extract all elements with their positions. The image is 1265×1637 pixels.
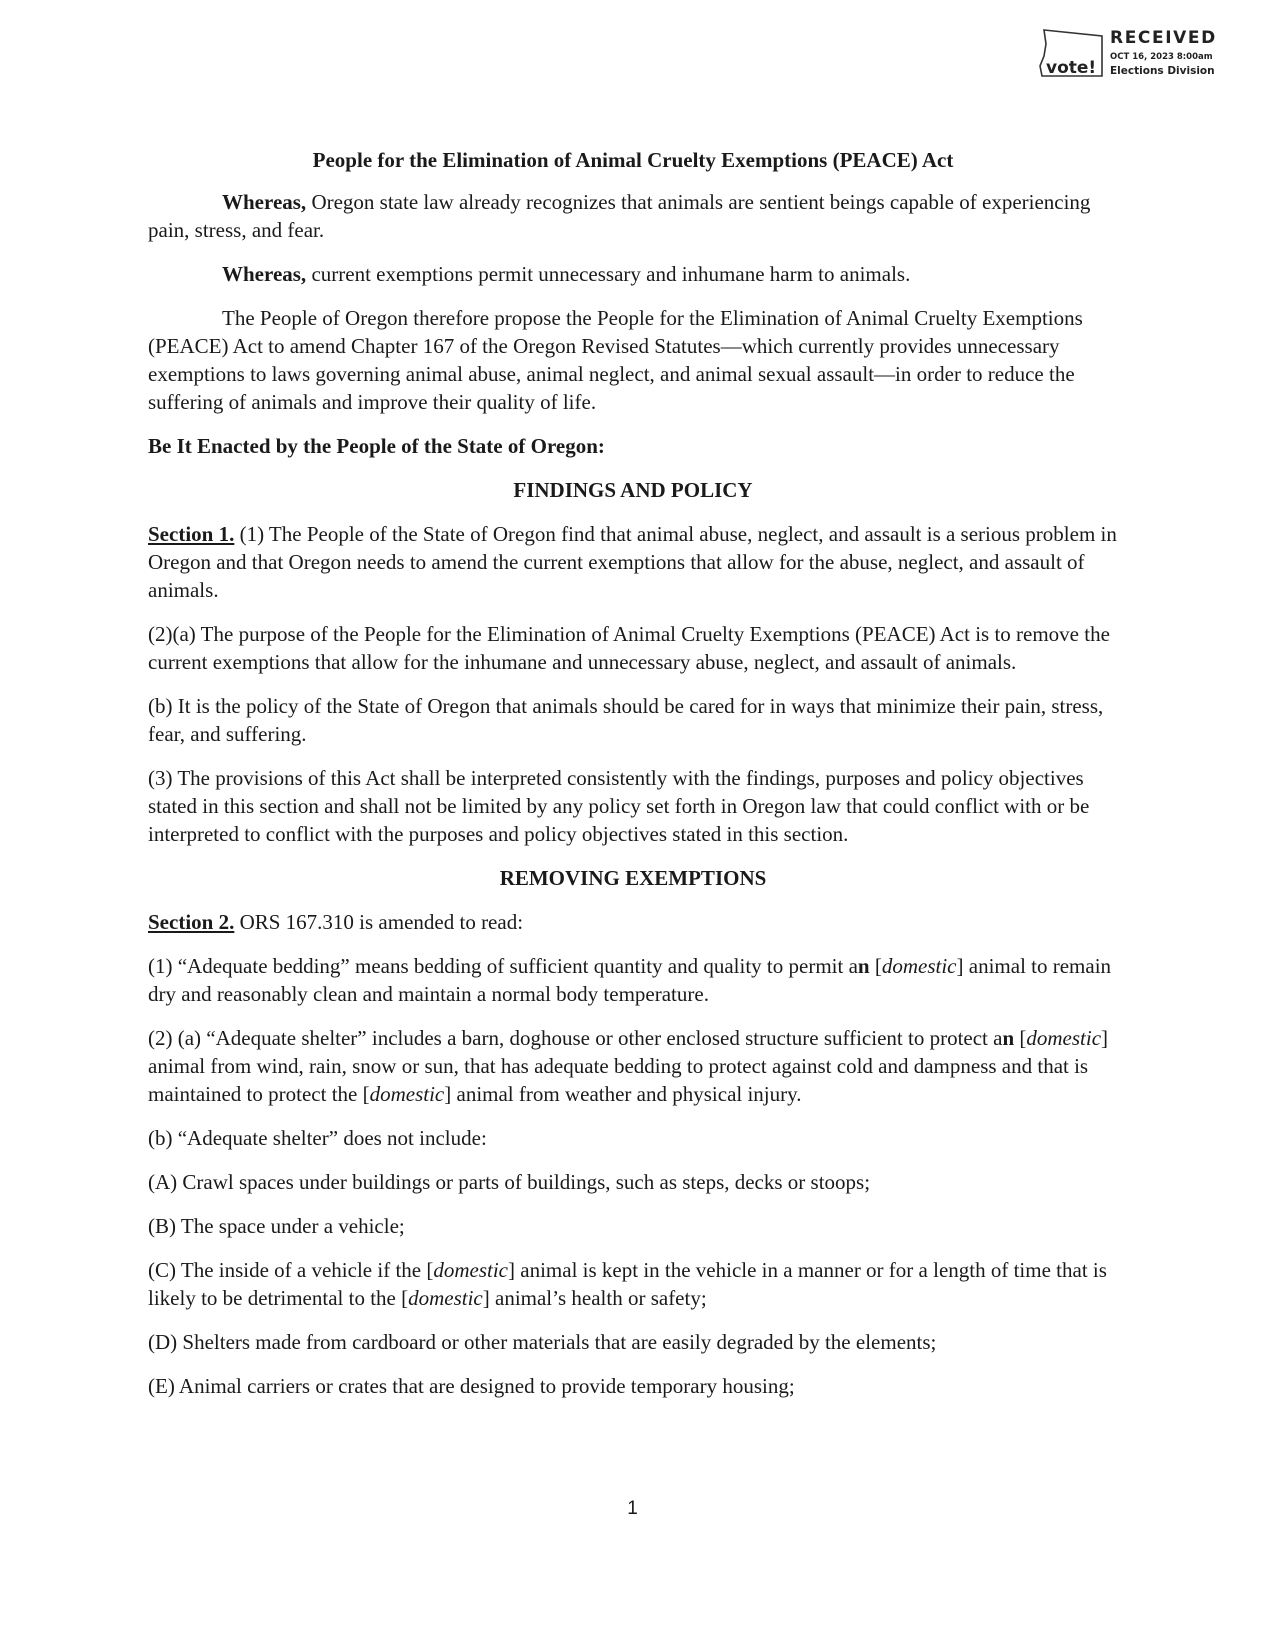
text-run: ] animal to remain dry and reasonably clean and maintain a normal body temperature. — [148, 954, 1112, 1006]
section-1-paragraph-3: (3) The provisions of this Act shall be interpreted consistently with the findings, purposes and policy objectives stated in this section and shall not be limited by any policy set forth in Oregon law that could conflict with or be interpreted to conflict with the purposes and policy objectives stated in this section. — [148, 766, 1090, 846]
section-2-label: Section 2. — [148, 910, 235, 934]
document-title: People for the Elimination of Animal Cruelty Exemptions (PEACE) Act — [312, 148, 954, 172]
text-run: [ — [1014, 1026, 1027, 1050]
section-1-paragraph-2a: (2)(a) The purpose of the People for the Elimination of Animal Cruelty Exemptions (PEACE) Act is to remove the current exemptions that allow for the inhumane and unnecessary abuse, neglect, and assault of animals. — [148, 622, 1110, 674]
stamp-received: RECEIVED — [1110, 28, 1217, 48]
shelter-exclusions-intro: (b) “Adequate shelter” does not include: — [148, 1126, 487, 1150]
text-run: (1) “Adequate bedding” means bedding of sufficient quantity and quality to permit a — [148, 954, 858, 978]
struck-word: domestic — [433, 1258, 509, 1282]
preamble-paragraph: The People of Oregon therefore propose the People for the Elimination of Animal Cruelty Exemptions (PEACE) Act to amend Chapter 167 of the Oregon Revised Statutes—which currently provides unnecessary exemptions to laws governing animal abuse, animal neglect, and animal sexual assault—in order to reduce the suffering of animals and improve their quality of life. — [148, 306, 1083, 414]
exclusion-item-b: (B) The space under a vehicle; — [148, 1214, 405, 1238]
section-1-label: Section 1. — [148, 522, 235, 546]
exclusion-item-d: (D) Shelters made from cardboard or other materials that are easily degraded by the elements; — [148, 1330, 937, 1354]
section-2-intro-text: ORS 167.310 is amended to read: — [234, 910, 524, 934]
struck-word: domestic — [408, 1286, 483, 1310]
enacting-clause: Be It Enacted by the People of the State of Oregon: — [148, 434, 605, 458]
text-run: n — [1002, 1026, 1015, 1050]
page-number: 1 — [627, 1498, 638, 1519]
struck-word: domestic — [369, 1082, 445, 1106]
section-1-paragraph-2b: (b) It is the policy of the State of Oregon that animals should be cared for in ways that minimize their pain, stress, fear, and suffering. — [148, 694, 1104, 746]
whereas-paragraph-1 — [148, 188, 1118, 244]
section-1-text: (1) The People of the State of Oregon find that animal abuse, neglect, and assault is a serious problem in Oregon and that Oregon needs to amend the current exemptions that allow for the abuse, neglect, and assault of animals. — [148, 522, 1117, 602]
text-run: [ — [869, 954, 882, 978]
definition-adequate-bedding — [148, 952, 1118, 1008]
stamp-division: Elections Division — [1110, 65, 1215, 77]
text-run: ] animal from weather and physical injury. — [444, 1082, 802, 1106]
exclusion-item-a: (A) Crawl spaces under buildings or parts of buildings, such as steps, decks or stoops; — [148, 1170, 871, 1194]
whereas-paragraph-2 — [148, 260, 1118, 288]
stamp-date: OCT 16, 2023 8:00am — [1110, 52, 1213, 62]
text-run: ] animal is kept in the vehicle in a manner or for a length of time that is likely to be detrimental to the [ — [148, 1258, 1107, 1310]
heading-removing-exemptions: REMOVING EXEMPTIONS — [499, 866, 767, 890]
whereas-lead: Whereas, — [222, 262, 307, 286]
heading-findings-and-policy: FINDINGS AND POLICY — [513, 478, 753, 502]
struck-word: domestic — [1026, 1026, 1102, 1050]
exclusion-item-c — [148, 1256, 1118, 1312]
received-stamp — [1038, 26, 1238, 88]
whereas-text: Oregon state law already recognizes that animals are sentient beings capable of experiencing pain, stress, and fear. — [148, 190, 1091, 242]
struck-word: domestic — [881, 954, 957, 978]
text-run: n — [857, 954, 870, 978]
oregon-map-icon — [1038, 26, 1112, 86]
section-1-paragraph-1 — [148, 520, 1118, 604]
whereas-text: current exemptions permit unnecessary and inhumane harm to animals. — [306, 262, 911, 286]
text-run: ] animal from wind, rain, snow or sun, that has adequate bedding to protect against cold and dampness and that is maintained to protect the [ — [148, 1026, 1109, 1106]
whereas-lead: Whereas, — [222, 190, 307, 214]
text-run: (C) The inside of a vehicle if the [ — [148, 1258, 434, 1282]
definition-adequate-shelter — [148, 1024, 1118, 1108]
stamp-logo-text: vote! — [1046, 58, 1097, 78]
text-run: ] animal’s health or safety; — [482, 1286, 707, 1310]
document-body — [148, 146, 1118, 1416]
text-run: (2) (a) “Adequate shelter” includes a barn, doghouse or other enclosed structure sufficient to protect a — [148, 1026, 1003, 1050]
section-2-intro — [148, 908, 1118, 936]
exclusion-item-e: (E) Animal carriers or crates that are designed to provide temporary housing; — [148, 1374, 795, 1398]
